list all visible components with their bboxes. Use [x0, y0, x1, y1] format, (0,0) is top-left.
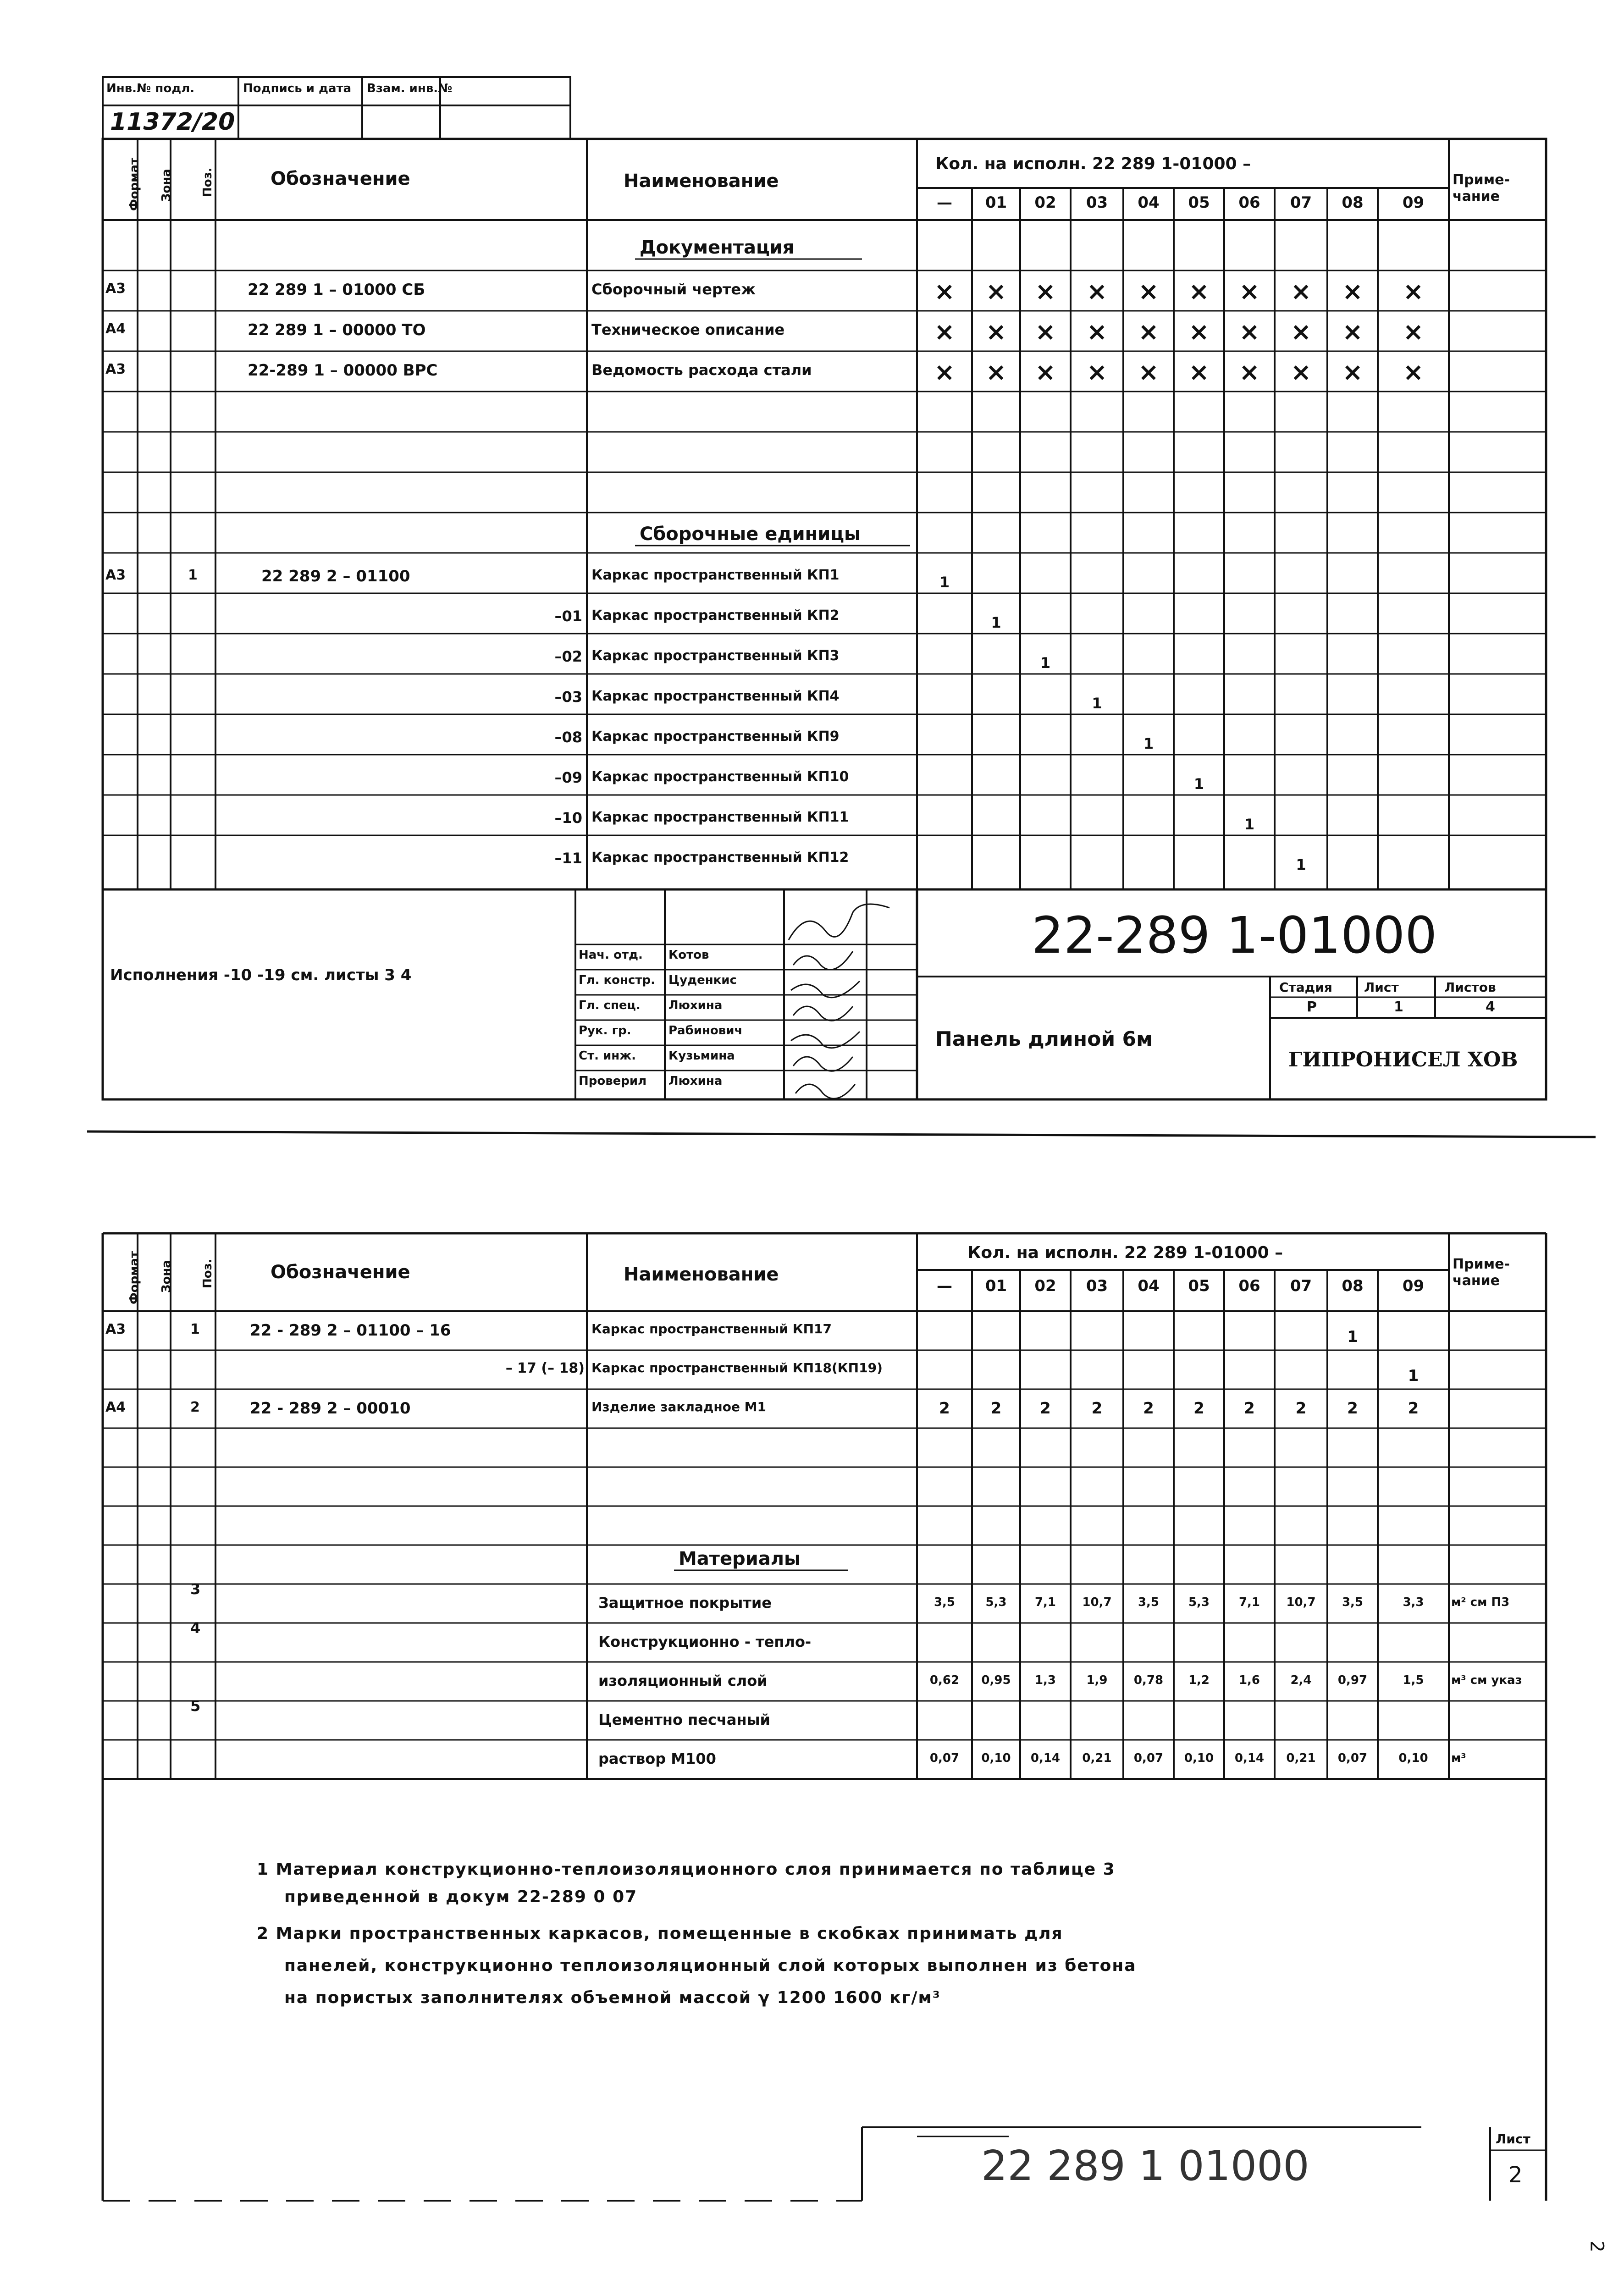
- organization-name: ГИПРОНИСЕЛ ХОВ: [1288, 1048, 1518, 1071]
- row-qty: 1: [1092, 695, 1102, 712]
- row-name: Каркас пространственный КП17: [591, 1321, 832, 1336]
- row-mark: ×: [1403, 358, 1424, 386]
- material-note: м³ см указ: [1451, 1673, 1522, 1687]
- row-cell: 2: [990, 1399, 1002, 1418]
- row-cell: 2: [1040, 1399, 1051, 1418]
- row-name: Каркас пространственный КП3: [591, 648, 840, 664]
- material-cell: 0,07: [1133, 1751, 1164, 1765]
- material-name: изоляционный слой: [598, 1672, 768, 1689]
- row-name: Техническое описание: [591, 321, 785, 338]
- row-pos: 2: [190, 1399, 200, 1415]
- material-cell: 0,78: [1133, 1673, 1164, 1687]
- row-qty: 1: [1143, 735, 1154, 752]
- row-cell: 2: [1193, 1399, 1204, 1418]
- lower-header-pos: Поз.: [201, 1258, 215, 1288]
- row-cell: 2: [1347, 1399, 1358, 1418]
- row-mark: ×: [1290, 358, 1312, 386]
- row-mark: ×: [1342, 317, 1363, 346]
- row-mark: ×: [1239, 277, 1260, 306]
- row-cell: 2: [1244, 1399, 1255, 1418]
- row-name: Каркас пространственный КП1: [591, 567, 840, 583]
- variant-header: 08: [1342, 193, 1364, 212]
- row-format: А4: [105, 321, 126, 337]
- row-designation: –11: [554, 850, 582, 867]
- variant-header: 07: [1290, 193, 1312, 212]
- row-designation: 22 - 289 2 – 01100 – 16: [250, 1321, 451, 1340]
- header-name: Наименование: [624, 171, 779, 192]
- material-cell: 3,5: [934, 1595, 956, 1609]
- variant-header: 01: [985, 1277, 1007, 1295]
- row-cell: 1: [1408, 1367, 1419, 1385]
- row-mark: ×: [934, 277, 955, 306]
- variant-header: —: [937, 1277, 952, 1295]
- material-cell: 1,6: [1238, 1673, 1260, 1687]
- material-note: м³: [1451, 1751, 1466, 1765]
- row-mark: ×: [1342, 358, 1363, 386]
- material-cell: 10,7: [1286, 1595, 1316, 1609]
- material-cell: 1,3: [1034, 1673, 1056, 1687]
- row-cell: 2: [1143, 1399, 1154, 1418]
- material-name: Защитное покрытие: [598, 1594, 772, 1612]
- header-designation: Обозначение: [271, 168, 410, 189]
- row-qty: 1: [1040, 654, 1051, 672]
- variant-header: 09: [1402, 193, 1425, 212]
- row-qty: 1: [1193, 775, 1204, 793]
- row-cell: 1: [1347, 1328, 1358, 1346]
- row-name: Сборочный чертеж: [591, 281, 756, 298]
- lower-header-format: Формат: [127, 1251, 141, 1304]
- row-qty: 1: [991, 614, 1001, 631]
- row-mark: ×: [1290, 317, 1312, 346]
- row-mark: ×: [1086, 277, 1108, 306]
- row-name: Каркас пространственный КП18(КП19): [591, 1360, 883, 1375]
- row-name: Каркас пространственный КП9: [591, 729, 840, 745]
- variant-header: 06: [1238, 1277, 1260, 1295]
- material-cell: 0,97: [1337, 1673, 1368, 1687]
- row-name: Каркас пространственный КП10: [591, 769, 849, 785]
- document-title: Панель длиной 6м: [935, 1027, 1153, 1051]
- document-code: 22-289 1-01000: [1032, 906, 1437, 965]
- note-line: 1 Материал конструкционно-теплоизоляционного слоя принимается по таблице 3: [257, 1860, 1116, 1879]
- material-name: Цементно песчаный: [598, 1711, 770, 1728]
- material-cell: 3,5: [1138, 1595, 1160, 1609]
- variant-header: —: [937, 193, 952, 212]
- materials-header: Материалы: [679, 1548, 801, 1569]
- note-line: 2 Марки пространственных каркасов, помещенные в скобках принимать для: [257, 1924, 1063, 1943]
- material-cell: 1,5: [1403, 1673, 1424, 1687]
- row-mark: ×: [934, 358, 955, 386]
- material-cell: 0,62: [929, 1673, 960, 1687]
- signature-scribbles: [789, 904, 889, 1098]
- row-designation: –02: [554, 648, 582, 665]
- material-cell: 1,2: [1188, 1673, 1210, 1687]
- header-pos: Поз.: [201, 167, 215, 197]
- note-line: приведенной в докум 22-289 0 07: [284, 1888, 638, 1906]
- row-mark: ×: [1035, 358, 1056, 386]
- row-mark: ×: [1342, 277, 1363, 306]
- signer-role: Проверил: [579, 1074, 647, 1088]
- signer-role: Гл. констр.: [579, 973, 655, 987]
- variant-header: 02: [1034, 193, 1056, 212]
- row-pos: 1: [190, 1321, 200, 1337]
- row-designation: –10: [554, 809, 582, 827]
- material-cell: 5,3: [985, 1595, 1007, 1609]
- section-assembly: Сборочные единицы: [640, 524, 861, 545]
- row-designation: –03: [554, 688, 582, 706]
- signer-role: Нач. отд.: [579, 948, 643, 962]
- row-cell: 2: [1091, 1399, 1103, 1418]
- variant-header: 01: [985, 193, 1007, 212]
- material-cell: 0,07: [929, 1751, 960, 1765]
- row-qty: 1: [939, 574, 950, 591]
- lower-sheet-number: 2: [1508, 2162, 1523, 2188]
- variant-header: 07: [1290, 1277, 1312, 1295]
- row-designation: 22 289 1 – 01000 СБ: [248, 281, 425, 299]
- signer-name: Люхина: [668, 1074, 723, 1088]
- row-qty: 1: [1296, 856, 1306, 873]
- material-name: раствор М100: [598, 1750, 716, 1767]
- row-designation: 22 289 2 – 01100: [261, 567, 410, 585]
- row-designation: –09: [554, 769, 582, 786]
- lower-header-designation: Обозначение: [271, 1262, 410, 1283]
- row-mark: ×: [934, 317, 955, 346]
- header-zone: Зона: [160, 169, 173, 202]
- variant-header: 08: [1342, 1277, 1364, 1295]
- row-mark: ×: [1138, 277, 1159, 306]
- variant-header: 06: [1238, 193, 1260, 212]
- row-mark: ×: [1138, 317, 1159, 346]
- section-documentation: Документация: [640, 237, 795, 258]
- material-cell: 0,07: [1337, 1751, 1368, 1765]
- row-mark: ×: [1403, 317, 1424, 346]
- material-cell: 0,14: [1030, 1751, 1061, 1765]
- row-name: Ведомость расхода стали: [591, 361, 812, 379]
- material-cell: 3,5: [1342, 1595, 1364, 1609]
- sheets-value: 4: [1486, 999, 1495, 1015]
- row-name: Каркас пространственный КП2: [591, 607, 840, 624]
- lower-sheet-label: Лист: [1496, 2131, 1530, 2147]
- stamp-inv-label: Инв.№ подл.: [106, 82, 195, 95]
- material-cell: 0,21: [1286, 1751, 1316, 1765]
- material-pos: 5: [190, 1697, 201, 1715]
- variant-header: 04: [1138, 1277, 1160, 1295]
- row-pos: 1: [188, 567, 198, 583]
- material-pos: 4: [190, 1619, 201, 1637]
- variant-header: 03: [1086, 1277, 1108, 1295]
- row-mark: ×: [985, 358, 1007, 386]
- row-cell: 2: [1408, 1399, 1419, 1418]
- row-designation: 22 - 289 2 – 00010: [250, 1399, 411, 1418]
- sheets-label: Листов: [1444, 980, 1496, 995]
- material-cell: 0,10: [1398, 1751, 1428, 1765]
- header-qty: Кол. на исполн. 22 289 1-01000 –: [935, 155, 1251, 173]
- material-cell: 0,14: [1234, 1751, 1265, 1765]
- row-cell: 2: [1295, 1399, 1307, 1418]
- row-mark: ×: [1035, 317, 1056, 346]
- row-name: Каркас пространственный КП12: [591, 850, 849, 866]
- row-mark: ×: [1086, 317, 1108, 346]
- material-pos: 3: [190, 1580, 201, 1598]
- stamp-inv-value: 11372/20: [110, 108, 235, 136]
- lower-header-zone: Зона: [160, 1260, 173, 1293]
- variant-header: 05: [1188, 193, 1210, 212]
- material-cell: 0,95: [981, 1673, 1011, 1687]
- note-line: на пористых заполнителях объемной массой γ 1200 1600 кг/м³: [284, 1988, 941, 2007]
- material-cell: 7,1: [1238, 1595, 1260, 1609]
- row-name: Каркас пространственный КП11: [591, 809, 849, 825]
- footer-code: 22 289 1 01000: [981, 2142, 1309, 2190]
- row-qty: 1: [1244, 816, 1255, 833]
- row-format: А3: [105, 281, 126, 297]
- row-mark: ×: [1035, 277, 1056, 306]
- material-cell: 10,7: [1082, 1595, 1112, 1609]
- variant-header: 09: [1402, 1277, 1425, 1295]
- row-format: А4: [105, 1399, 126, 1415]
- signer-name: Кузьмина: [668, 1049, 735, 1063]
- material-note: м² см П3: [1451, 1595, 1510, 1609]
- row-mark: ×: [1239, 358, 1260, 386]
- material-cell: 3,3: [1403, 1595, 1424, 1609]
- stamp-zam-label: Взам. инв.№: [367, 82, 453, 95]
- row-mark: ×: [1086, 358, 1108, 386]
- row-name: Изделие закладное М1: [591, 1399, 767, 1414]
- row-mark: ×: [1188, 358, 1210, 386]
- signer-name: Цуденкис: [668, 973, 737, 987]
- signer-name: Люхина: [668, 999, 723, 1012]
- row-mark: ×: [1188, 317, 1210, 346]
- sheet-label: Лист: [1364, 980, 1399, 995]
- row-cell: 2: [939, 1399, 950, 1418]
- signer-role: Гл. спец.: [579, 999, 641, 1012]
- row-mark: ×: [1403, 277, 1424, 306]
- material-cell: 1,9: [1086, 1673, 1108, 1687]
- row-mark: ×: [1138, 358, 1159, 386]
- variant-header: 03: [1086, 193, 1108, 212]
- lower-header-name: Наименование: [624, 1264, 779, 1285]
- lower-header-qty: Кол. на исполн. 22 289 1-01000 –: [967, 1243, 1283, 1262]
- material-cell: 2,4: [1290, 1673, 1312, 1687]
- signer-role: Рук. гр.: [579, 1024, 631, 1038]
- material-name: Конструкционно - тепло-: [598, 1633, 812, 1650]
- row-name: Каркас пространственный КП4: [591, 688, 840, 704]
- note-line: панелей, конструкционно теплоизоляционный слой которых выполнен из бетона: [284, 1956, 1137, 1975]
- row-mark: ×: [1290, 277, 1312, 306]
- header-note: Приме-чание: [1453, 172, 1510, 204]
- material-cell: 0,10: [1184, 1751, 1214, 1765]
- variants-note: Исполнения -10 -19 см. листы 3 4: [110, 966, 412, 984]
- signer-role: Ст. инж.: [579, 1049, 636, 1063]
- stage-label: Стадия: [1279, 980, 1332, 995]
- row-designation: 22-289 1 – 00000 ВРС: [248, 361, 438, 380]
- variant-header: 02: [1034, 1277, 1056, 1295]
- lower-header-note: Приме-чание: [1453, 1256, 1510, 1289]
- row-format: А3: [105, 361, 126, 377]
- variant-header: 05: [1188, 1277, 1210, 1295]
- material-cell: 0,10: [981, 1751, 1011, 1765]
- row-designation: –08: [554, 729, 582, 746]
- signer-name: Рабинович: [668, 1024, 743, 1038]
- sheet-value: 1: [1394, 999, 1403, 1015]
- stage-value: Р: [1307, 999, 1317, 1015]
- row-designation: –01: [554, 607, 582, 625]
- row-mark: ×: [1239, 317, 1260, 346]
- material-cell: 7,1: [1034, 1595, 1056, 1609]
- row-designation: 22 289 1 – 00000 ТО: [248, 321, 426, 339]
- material-cell: 5,3: [1188, 1595, 1210, 1609]
- material-cell: 0,21: [1082, 1751, 1112, 1765]
- row-format: А3: [105, 567, 126, 583]
- corner-page-mark: 2: [1586, 2241, 1607, 2252]
- header-format: Формат: [127, 157, 141, 211]
- signer-name: Котов: [668, 948, 709, 962]
- row-designation: – 17 (– 18): [505, 1360, 585, 1376]
- row-mark: ×: [985, 317, 1007, 346]
- variant-header: 04: [1138, 193, 1160, 212]
- row-mark: ×: [1188, 277, 1210, 306]
- stamp-sign-label: Подпись и дата: [243, 82, 352, 95]
- row-mark: ×: [985, 277, 1007, 306]
- row-format: А3: [105, 1321, 126, 1337]
